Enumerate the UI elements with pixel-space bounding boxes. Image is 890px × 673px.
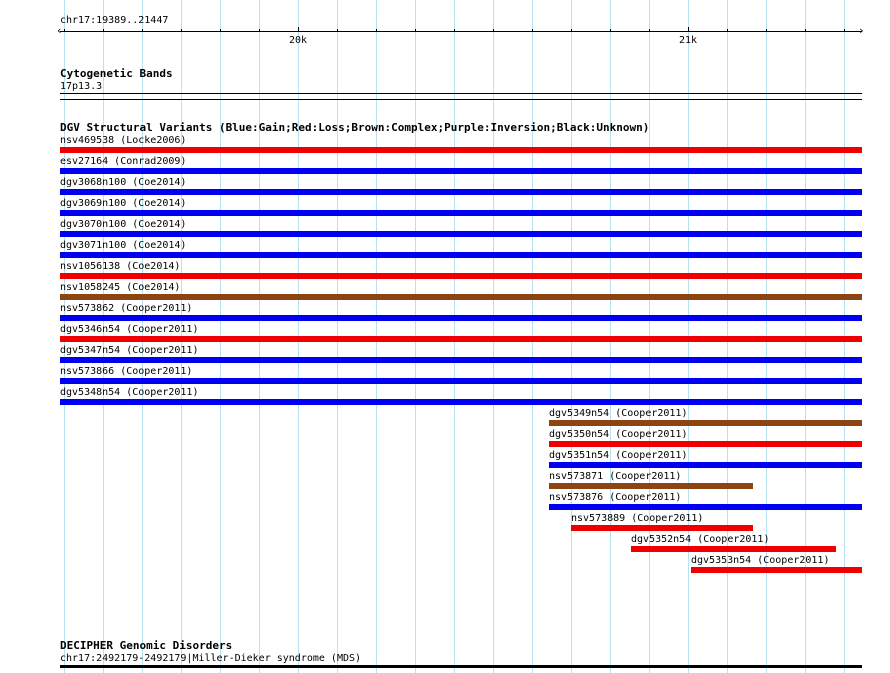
sv-feature-label[interactable]: dgv5348n54 (Cooper2011) (60, 387, 199, 398)
ruler-minor-tick (454, 29, 455, 32)
ruler-minor-tick (376, 29, 377, 32)
sv-feature-bar-loss[interactable] (60, 336, 862, 342)
sv-feature-bar-loss[interactable] (549, 441, 862, 447)
sv-feature-label[interactable]: nsv469538 (Locke2006) (60, 135, 187, 146)
ruler-tick-label: 21k (679, 35, 698, 46)
sv-feature-bar-loss[interactable] (631, 546, 836, 552)
sv-feature-bar-loss[interactable] (60, 147, 862, 153)
sv-feature-label[interactable]: dgv5349n54 (Cooper2011) (549, 408, 688, 419)
ruler-major-tick (688, 27, 689, 32)
ruler-minor-tick (259, 29, 260, 32)
ruler-right-arrow: › (858, 24, 865, 37)
sv-feature-bar-gain[interactable] (60, 378, 862, 384)
ruler-minor-tick (532, 29, 533, 32)
sv-feature-bar-complex[interactable] (549, 483, 753, 489)
sv-feature-bar-loss[interactable] (60, 273, 862, 279)
ruler-minor-tick (649, 29, 650, 32)
sv-feature-label[interactable]: dgv5352n54 (Cooper2011) (631, 534, 770, 545)
ruler-minor-tick (103, 29, 104, 32)
sv-feature-label[interactable]: esv27164 (Conrad2009) (60, 156, 187, 167)
ruler-minor-tick (805, 29, 806, 32)
ruler-minor-tick (727, 29, 728, 32)
ruler-major-tick (298, 27, 299, 32)
sv-feature-bar-gain[interactable] (549, 504, 862, 510)
decipher-feature-label[interactable]: chr17:2492179-2492179|Miller-Dieker syndrome (MDS) (60, 653, 362, 664)
sv-feature-bar-loss[interactable] (691, 567, 862, 573)
sv-feature-label[interactable]: nsv573889 (Cooper2011) (571, 513, 704, 524)
sv-feature-bar-gain[interactable] (60, 399, 862, 405)
sv-feature-bar-gain[interactable] (60, 252, 862, 258)
ruler-tick-label: 20k (289, 35, 308, 46)
sv-feature-label[interactable]: dgv3071n100 (Coe2014) (60, 240, 187, 251)
sv-feature-label[interactable]: nsv573866 (Cooper2011) (60, 366, 193, 377)
ruler-minor-tick (766, 29, 767, 32)
ruler-left-arrow: ‹ (56, 24, 63, 37)
sv-feature-label[interactable]: dgv5353n54 (Cooper2011) (691, 555, 830, 566)
cytoband-top-line (60, 93, 862, 94)
sv-feature-label[interactable]: dgv5346n54 (Cooper2011) (60, 324, 199, 335)
sv-feature-bar-gain[interactable] (60, 189, 862, 195)
dgv-track-title: DGV Structural Variants (Blue:Gain;Red:Loss;Brown:Complex;Purple:Inversion;Black:Unknown) (60, 121, 650, 134)
sv-feature-label[interactable]: dgv5351n54 (Cooper2011) (549, 450, 688, 461)
sv-feature-bar-gain[interactable] (60, 168, 862, 174)
ruler-minor-tick (181, 29, 182, 32)
sv-feature-label[interactable]: dgv5350n54 (Cooper2011) (549, 429, 688, 440)
sv-feature-bar-gain[interactable] (60, 210, 862, 216)
ruler-minor-tick (220, 29, 221, 32)
region-label: chr17:19389..21447 (60, 15, 169, 26)
cytoband-track-title: Cytogenetic Bands (60, 67, 173, 80)
ruler-minor-tick (610, 29, 611, 32)
sv-feature-bar-gain[interactable] (60, 231, 862, 237)
decipher-track-title: DECIPHER Genomic Disorders (60, 639, 233, 652)
ruler-minor-tick (337, 29, 338, 32)
sv-feature-bar-loss[interactable] (571, 525, 753, 531)
sv-feature-label[interactable]: nsv1058245 (Coe2014) (60, 282, 181, 293)
sv-feature-bar-gain[interactable] (60, 315, 862, 321)
ruler-minor-tick (493, 29, 494, 32)
sv-feature-label[interactable]: nsv573876 (Cooper2011) (549, 492, 682, 503)
sv-feature-label[interactable]: dgv5347n54 (Cooper2011) (60, 345, 199, 356)
sv-feature-label[interactable]: nsv573871 (Cooper2011) (549, 471, 682, 482)
cytoband-label[interactable]: 17p13.3 (60, 81, 103, 92)
sv-feature-label[interactable]: dgv3070n100 (Coe2014) (60, 219, 187, 230)
sv-feature-label[interactable]: dgv3069n100 (Coe2014) (60, 198, 187, 209)
ruler-minor-tick (142, 29, 143, 32)
ruler-minor-tick (844, 29, 845, 32)
ruler-minor-tick (415, 29, 416, 32)
sv-feature-label[interactable]: dgv3068n100 (Coe2014) (60, 177, 187, 188)
cytoband-bottom-line (60, 99, 862, 100)
decipher-feature-bar[interactable] (60, 665, 862, 668)
ruler-minor-tick (571, 29, 572, 32)
sv-feature-label[interactable]: nsv1056138 (Coe2014) (60, 261, 181, 272)
ruler-minor-tick (64, 29, 65, 32)
sv-feature-bar-complex[interactable] (60, 294, 862, 300)
sv-feature-label[interactable]: nsv573862 (Cooper2011) (60, 303, 193, 314)
sv-feature-bar-complex[interactable] (549, 420, 862, 426)
sv-feature-bar-gain[interactable] (549, 462, 862, 468)
sv-feature-bar-gain[interactable] (60, 357, 862, 363)
